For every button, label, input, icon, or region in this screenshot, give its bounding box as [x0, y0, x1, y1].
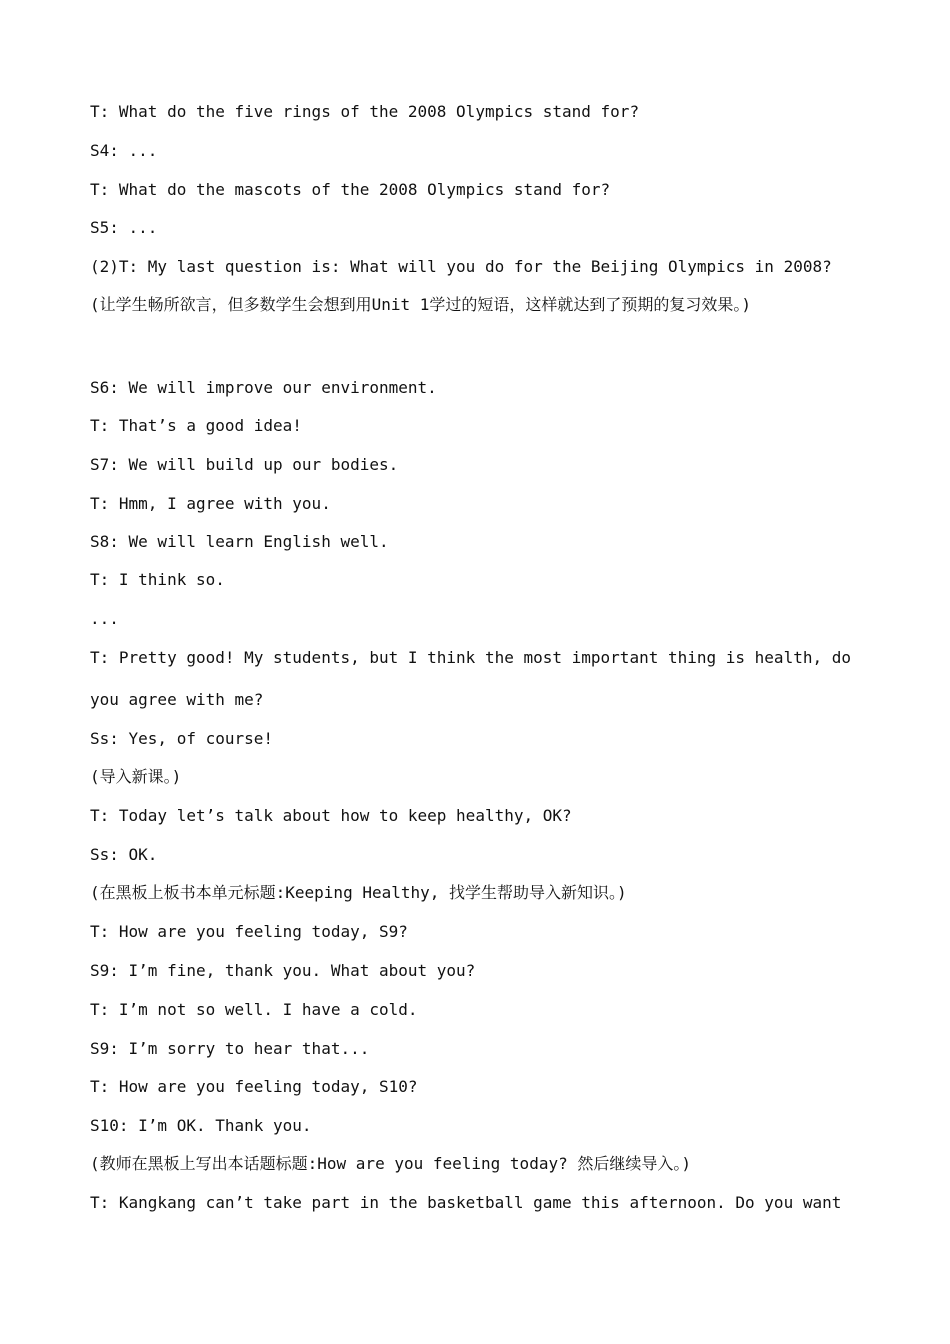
dialogue-line: T: That’s a good idea!: [90, 416, 302, 435]
dialogue-line: S9: I’m sorry to hear that...: [90, 1039, 370, 1058]
dialogue-line: S10: I’m OK. Thank you.: [90, 1116, 312, 1135]
dialogue-line: T: How are you feeling today, S9?: [90, 922, 408, 941]
dialogue-line: (2)T: My last question is: What will you do for the Beijing Olympics in 2008?: [90, 257, 832, 276]
dialogue-line: S9: I’m fine, thank you. What about you?: [90, 961, 476, 980]
dialogue-line: S5: ...: [90, 218, 158, 237]
dialogue-line: S7: We will build up our bodies.: [90, 455, 399, 474]
dialogue-line: Ss: Yes, of course!: [90, 729, 274, 748]
dialogue-line: T: I think so.: [90, 570, 225, 589]
teaching-note: (让学生畅所欲言，但多数学生会想到用Unit 1学过的短语，这样就达到了预期的复习效果。): [90, 295, 752, 314]
dialogue-line: T: What do the five rings of the 2008 Olympics stand for?: [90, 102, 640, 121]
teaching-note: (导入新课。): [90, 767, 182, 786]
dialogue-line: T: Today let’s talk about how to keep healthy, OK?: [90, 806, 572, 825]
dialogue-line: T: Pretty good! My students, but I think the most important thing is health, do you agree with me?: [90, 648, 851, 709]
dialogue-line: Ss: OK.: [90, 845, 158, 864]
teaching-note: (教师在黑板上写出本话题标题:How are you feeling today? 然后继续导入。): [90, 1154, 691, 1173]
dialogue-line: T: Kangkang can’t take part in the basketball game this afternoon. Do you want: [90, 1193, 842, 1212]
dialogue-line: S4: ...: [90, 141, 158, 160]
dialogue-line: S6: We will improve our environment.: [90, 378, 437, 397]
dialogue-line: T: How are you feeling today, S10?: [90, 1077, 418, 1096]
ellipsis-line: ...: [90, 609, 119, 628]
dialogue-line: T: Hmm, I agree with you.: [90, 494, 331, 513]
dialogue-line: T: I’m not so well. I have a cold.: [90, 1000, 418, 1019]
teaching-note: (在黑板上板书本单元标题:Keeping Healthy, 找学生帮助导入新知识。): [90, 883, 627, 902]
dialogue-line: S8: We will learn English well.: [90, 532, 389, 551]
dialogue-line: T: What do the mascots of the 2008 Olympics stand for?: [90, 180, 611, 199]
